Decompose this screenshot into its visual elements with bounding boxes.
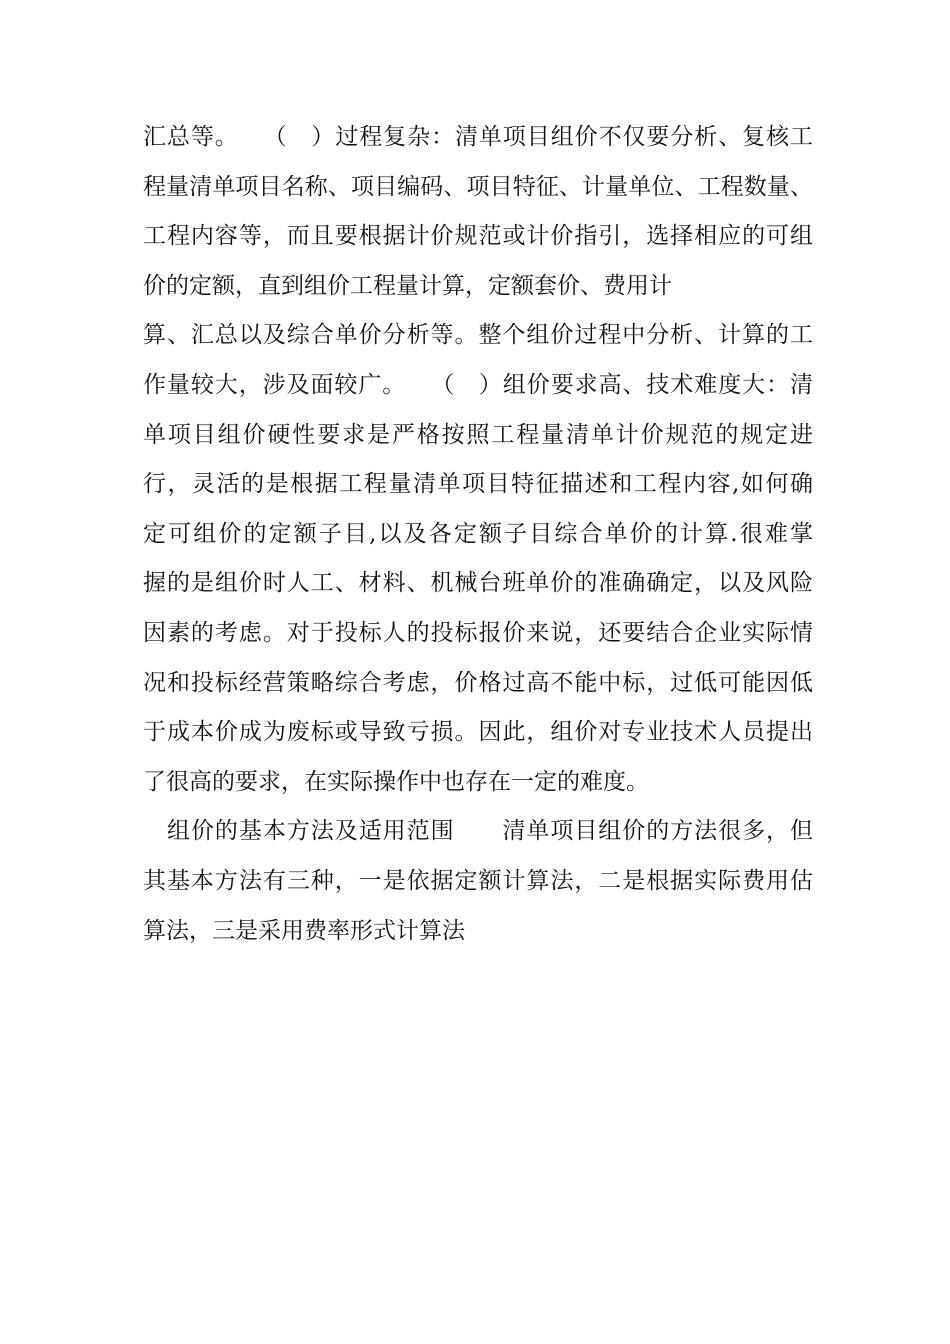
- text-line: 况和投标经营策略综合考虑，价格过高不能中标，过低可能因低: [143, 669, 813, 696]
- text-line: 握的是组价时人工、材料、机械台班单价的准确确定，以及风险: [143, 570, 813, 597]
- text-line: 算、汇总以及综合单价分析等。整个组价过程中分析、计算的工: [143, 322, 813, 349]
- text-line: 于成本价成为废标或导致亏损。因此，组价对专业技术人员提出: [143, 719, 813, 746]
- text-line: 其基本方法有三种，一是依据定额计算法，二是根据实际费用估: [143, 867, 813, 894]
- text-line: 价的定额，直到组价工程量计算，定额套价、费用计: [143, 272, 672, 299]
- text-line: 程量清单项目名称、项目编码、项目特征、计量单位、工程数量、: [143, 173, 813, 200]
- text-line: 组价的基本方法及适用范围 清单项目组价的方法很多，但: [167, 818, 813, 845]
- body-text: [143, 113, 813, 956]
- text-line: 因素的考虑。对于投标人的投标报价来说，还要结合企业实际情: [143, 619, 813, 646]
- text-line: 算法，三是采用费率形式计算法: [143, 917, 465, 944]
- text-line: 定可组价的定额子目,以及各定额子目综合单价的计算.很难掌: [143, 520, 813, 547]
- text-line: 汇总等。 （ ）过程复杂：清单项目组价不仅要分析、复核工: [143, 124, 813, 150]
- text-line: 作量较大，涉及面较广。 （ ）组价要求高、技术难度大：清: [143, 371, 813, 398]
- text-line: 行，灵活的是根据工程量清单项目特征描述和工程内容,如何确: [143, 471, 813, 498]
- text-line: 单项目组价硬性要求是严格按照工程量清单计价规范的规定进: [143, 421, 813, 448]
- text-line: 工程内容等，而且要根据计价规范或计价指引，选择相应的可组: [143, 223, 813, 250]
- text-line: 了很高的要求，在实际操作中也存在一定的难度。: [143, 768, 649, 795]
